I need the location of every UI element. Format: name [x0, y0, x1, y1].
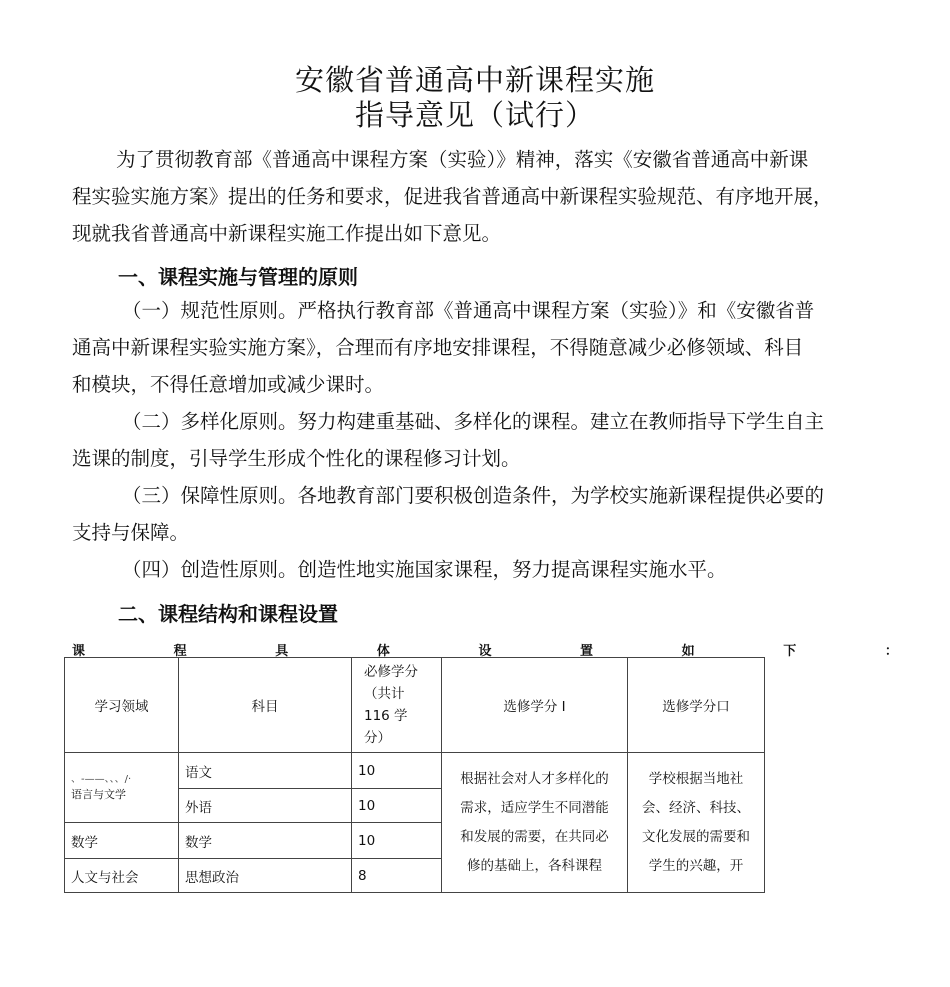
- document-title-line1: 安徽省普通高中新课程实施: [294, 63, 655, 97]
- elective-2-desc-l3: 文化发展的需要和: [642, 828, 750, 845]
- principle-1-line-3: 和模块，不得任意增加或减少课时。: [72, 373, 385, 396]
- header-required-l1: 必修学分: [364, 664, 418, 680]
- caption-char: 如: [681, 644, 695, 659]
- cell-credits: 10: [352, 823, 442, 859]
- elective-1-desc-l4: 修的基础上，各科课程: [467, 857, 602, 874]
- table-header-row: [65, 658, 765, 753]
- cell-subject: 语文: [179, 753, 352, 789]
- intro-line-1: 为了贯彻教育部《普通高中课程方案（实验）》精神，落实《安徽省普通高中新课: [116, 148, 809, 171]
- cell-domain-language: [65, 753, 179, 823]
- caption-char: 课: [72, 644, 86, 659]
- cell-domain: 数学: [65, 823, 179, 859]
- header-required-credits: [352, 658, 442, 753]
- domain-label: 语言与文学: [71, 787, 126, 801]
- caption-char: 程: [173, 644, 187, 659]
- principle-2-line-2: 选课的制度，引导学生形成个性化的课程修习计划。: [72, 447, 521, 470]
- principle-1-line-2: 通高中新课程实验实施方案》，合理而有序地安排课程，不得随意减少必修领域、科目: [72, 336, 804, 359]
- caption-char: ：: [884, 644, 898, 659]
- cell-elective-1-desc: [442, 753, 628, 893]
- cell-elective-2-desc: [628, 753, 765, 893]
- principle-1-paragraph: [72, 292, 902, 403]
- elective-1-desc-l3: 和发展的需要，在共同必: [460, 828, 609, 845]
- cell-credits: 10: [352, 753, 442, 789]
- section2-heading: 二、课程结构和课程设置: [118, 602, 338, 626]
- intro-paragraph: [72, 141, 902, 252]
- caption-char: 下: [783, 644, 797, 659]
- caption-char: 置: [580, 644, 594, 659]
- principle-3-line-1: （三）保障性原则。各地教育部门要积极创造条件，为学校实施新课程提供必要的: [122, 484, 825, 507]
- header-domain: 学习领域: [65, 658, 179, 753]
- course-table: [64, 657, 765, 893]
- caption-char: 具: [275, 644, 289, 659]
- principle-2-line-1: （二）多样化原则。努力构建重基础、多样化的课程。建立在教师指导下学生自主: [122, 410, 825, 433]
- cell-credits: 10: [352, 789, 442, 823]
- intro-line-2: 程实验实施方案》提出的任务和要求，促进我省普通高中新课程实验规范、有序地开展，: [72, 185, 833, 208]
- principle-2-paragraph: [72, 403, 902, 477]
- principle-4-paragraph: [72, 551, 902, 588]
- header-elective-2: 选修学分口: [628, 658, 765, 753]
- cell-credits: 8: [352, 859, 442, 893]
- principle-3-paragraph: [72, 477, 902, 551]
- principle-1-line-1: （一）规范性原则。严格执行教育部《普通高中课程方案（实验）》和《安徽省普: [122, 299, 815, 322]
- header-required-l4: 分）: [364, 730, 391, 746]
- cell-domain: 人文与社会: [65, 859, 179, 893]
- domain-marks: 、-——、、、/·: [71, 773, 132, 785]
- caption-char: 设: [478, 644, 492, 659]
- principle-3-line-2: 支持与保障。: [72, 521, 190, 544]
- header-required-l3: 116 学: [364, 708, 408, 724]
- header-required-l2: （共计: [364, 686, 405, 702]
- document-title-line2: 指导意见（试行）: [354, 98, 595, 132]
- header-elective-1: 选修学分 I: [442, 658, 628, 753]
- caption-char: 体: [376, 644, 390, 659]
- cell-subject: 数学: [179, 823, 352, 859]
- elective-1-desc-l1: 根据社会对人才多样化的: [460, 770, 609, 787]
- elective-2-desc-l2: 会、经济、科技、: [642, 799, 750, 816]
- section1-heading: 一、课程实施与管理的原则: [118, 265, 358, 289]
- principle-4-line-1: （四）创造性原则。创造性地实施国家课程，努力提高课程实施水平。: [122, 558, 727, 581]
- table-row: [65, 753, 765, 789]
- header-subject: 科目: [179, 658, 352, 753]
- elective-1-desc-l2: 需求，适应学生不同潜能: [460, 799, 609, 816]
- elective-2-desc-l4: 学生的兴趣，开: [648, 857, 744, 874]
- elective-2-desc-l1: 学校根据当地社: [648, 770, 744, 787]
- cell-subject: 思想政治: [179, 859, 352, 893]
- intro-line-3: 现就我省普通高中新课程实施工作提出如下意见。: [72, 222, 502, 245]
- cell-subject: 外语: [179, 789, 352, 823]
